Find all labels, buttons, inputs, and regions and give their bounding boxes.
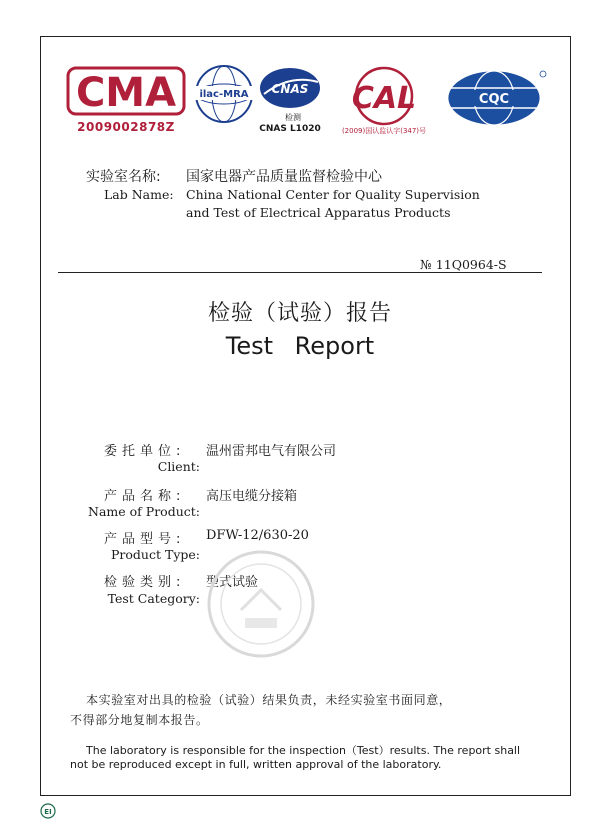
- report-title-en: Test Report: [225, 332, 375, 360]
- cal-word: CAL: [351, 81, 417, 116]
- lab-name-en-label: Lab Name:: [104, 187, 174, 202]
- header-rule: [58, 272, 542, 273]
- cnas-cn-label: 检测: [285, 113, 301, 122]
- footer-ei-mark-icon: [40, 803, 56, 819]
- cma-word: CMA: [75, 70, 177, 116]
- product-type-label-cn: 产品型号:: [104, 532, 186, 547]
- test-category-value: 型式试验: [206, 575, 259, 590]
- lab-name-cn-value: 国家电器产品质量监督检验中心: [186, 169, 382, 185]
- cnas-code: CNAS L1020: [259, 124, 321, 134]
- cqc-logo: [444, 68, 548, 128]
- product-type-value: DFW-12/630-20: [206, 528, 309, 543]
- product-name-value: 高压电缆分接箱: [206, 489, 298, 504]
- lab-name-en-line1: China National Center for Quality Supervision: [186, 187, 480, 202]
- product-name-label-cn: 产品名称:: [104, 489, 186, 504]
- cal-circle-icon: [336, 66, 432, 126]
- page-border: [40, 36, 571, 796]
- test-category-label-en: Test Category:: [107, 591, 200, 606]
- client-value: 温州雷邦电气有限公司: [206, 444, 337, 459]
- notice-cn-line2: 不得部分地复制本报告。: [70, 713, 209, 727]
- cal-code: (2009)国认监认字(347)号: [341, 127, 427, 135]
- report-title-cn: 检验（试验）报告: [207, 301, 392, 326]
- cqc-word: CQC: [478, 92, 510, 107]
- notice-en-line1: The laboratory is responsible for the inspection（Test）results. The report shall: [86, 744, 521, 757]
- test-category-label-cn: 检验类别:: [104, 575, 186, 590]
- lab-name-cn-label: 实验室名称:: [86, 169, 161, 185]
- cma-number: 2009002878Z: [77, 120, 175, 134]
- client-label-en: Client:: [157, 459, 200, 474]
- cqc-globe-icon: [444, 68, 548, 128]
- cma-logo-icon: [66, 62, 186, 120]
- product-name-label-en: Name of Product:: [88, 504, 200, 519]
- report-number: № 11Q0964-S: [420, 257, 507, 272]
- faint-stamp-seal: [205, 548, 317, 660]
- notice-en-line2: not be reproduced except in full, written approval of the laboratory.: [70, 758, 442, 771]
- cal-logo: [336, 66, 432, 140]
- ilac-cnas-logo: [190, 64, 322, 140]
- notice-cn-line1: 本实验室对出具的检验（试验）结果负责，未经实验室书面同意，: [86, 693, 452, 707]
- client-label-cn: 委托单位:: [104, 444, 186, 459]
- cma-logo: [66, 62, 186, 140]
- cnas-word: CNAS: [271, 82, 309, 96]
- product-type-label-en: Product Type:: [111, 547, 200, 562]
- footer-mark-text: EI: [44, 808, 52, 816]
- ilac-word: ilac-MRA: [199, 89, 249, 100]
- lab-name-en-line2: and Test of Electrical Apparatus Products: [186, 205, 451, 220]
